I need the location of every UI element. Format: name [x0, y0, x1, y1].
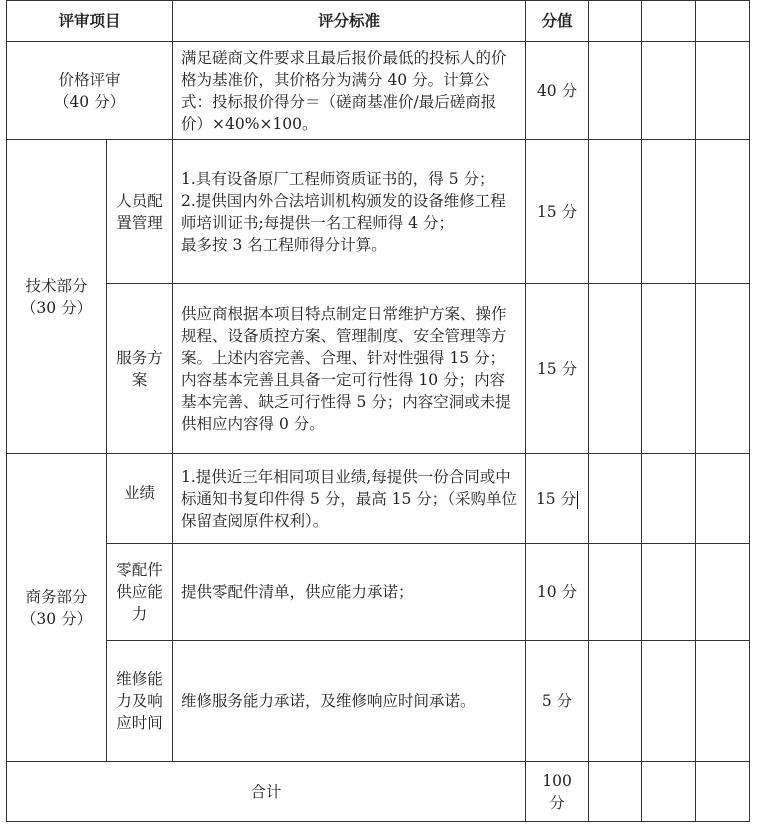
blank-cell — [642, 544, 696, 641]
blank-cell — [642, 641, 696, 762]
price-row — [7, 42, 750, 140]
business-repair-name: 维修能力及响应时间 — [107, 641, 173, 762]
criteria-line: 2.提供国内外合法培训机构颁发的设备维修工程师培训证书;每提供一名工程师得 4 分； — [181, 191, 506, 232]
header-item: 评审项目 — [7, 1, 173, 42]
criteria-line: 最多按 3 名工程师得分计算。 — [181, 235, 387, 254]
tech-service-score: 15 分 — [526, 284, 589, 454]
tech-personnel-score: 15 分 — [526, 140, 589, 284]
price-score: 40 分 — [526, 42, 589, 140]
business-parts-score: 10 分 — [526, 544, 589, 641]
blank-cell — [696, 1, 750, 42]
business-weight: （30 分） — [20, 609, 93, 628]
price-criteria: 满足磋商文件要求且最后报价最低的投标人的价格为基准价，其价格分为满分 40 分。计算公式：投标报价得分＝（磋商基准价/最后磋商报价）×40%×100。 — [173, 42, 526, 140]
blank-cell — [589, 42, 642, 140]
header-row — [7, 1, 750, 42]
business-performance-score: 15 分 — [535, 489, 577, 508]
business-category — [7, 454, 107, 762]
price-category — [7, 42, 173, 140]
blank-cell — [642, 140, 696, 284]
text-cursor — [577, 491, 578, 509]
tech-service-criteria: 供应商根据本项目特点制定日常维护方案、操作规程、设备质控方案、管理制度、安全管理等方案。上述内容完善、合理、针对性强得 15 分；内容基本完善且具备一定可行性得 10 分；内容基本完善、缺乏可行性得 5 分；内容空洞或未提供相应内容得 0 分。 — [173, 284, 526, 454]
business-parts-criteria: 提供零配件清单，供应能力承诺； — [173, 544, 526, 641]
blank-cell — [696, 140, 750, 284]
tech-category — [7, 140, 107, 454]
total-row — [7, 762, 750, 822]
criteria-line: 1.具有设备原厂工程师资质证书的，得 5 分； — [181, 169, 495, 188]
blank-cell — [696, 284, 750, 454]
business-performance-score-cell[interactable] — [526, 454, 589, 544]
tech-weight: （30 分） — [20, 298, 93, 317]
tech-personnel-name: 人员配置管理 — [107, 140, 173, 284]
business-performance-name: 业绩 — [107, 454, 173, 544]
blank-cell — [642, 1, 696, 42]
total-label: 合计 — [7, 762, 526, 822]
blank-cell — [642, 762, 696, 822]
blank-cell — [589, 284, 642, 454]
business-parts-row — [7, 544, 750, 641]
tech-personnel-row — [7, 140, 750, 284]
business-repair-row — [7, 641, 750, 762]
blank-cell — [696, 454, 750, 544]
total-score: 100 分 — [526, 762, 589, 822]
blank-cell — [642, 284, 696, 454]
blank-cell — [696, 762, 750, 822]
blank-cell — [589, 762, 642, 822]
price-name: 价格评审 — [58, 70, 121, 89]
business-repair-score: 5 分 — [526, 641, 589, 762]
business-parts-name: 零配件供应能力 — [107, 544, 173, 641]
tech-name: 技术部分 — [25, 276, 88, 295]
blank-cell — [642, 42, 696, 140]
blank-cell — [589, 1, 642, 42]
tech-service-row — [7, 284, 750, 454]
blank-cell — [696, 42, 750, 140]
business-performance-criteria: 1.提供近三年相同项目业绩,每提供一份合同或中标通知书复印件得 5 分，最高 15 分；（采购单位保留查阅原件权利）。 — [173, 454, 526, 544]
tech-service-name: 服务方案 — [107, 284, 173, 454]
blank-cell — [589, 641, 642, 762]
business-performance-row — [7, 454, 750, 544]
blank-cell — [696, 544, 750, 641]
blank-cell — [589, 454, 642, 544]
header-score: 分值 — [526, 1, 589, 42]
business-name: 商务部分 — [25, 587, 88, 606]
scoring-table — [6, 0, 750, 822]
price-weight: （40 分） — [53, 92, 126, 111]
tech-personnel-criteria — [173, 140, 526, 284]
blank-cell — [589, 544, 642, 641]
blank-cell — [642, 454, 696, 544]
blank-cell — [589, 140, 642, 284]
header-criteria: 评分标准 — [173, 1, 526, 42]
blank-cell — [696, 641, 750, 762]
business-repair-criteria: 维修服务能力承诺，及维修响应时间承诺。 — [173, 641, 526, 762]
